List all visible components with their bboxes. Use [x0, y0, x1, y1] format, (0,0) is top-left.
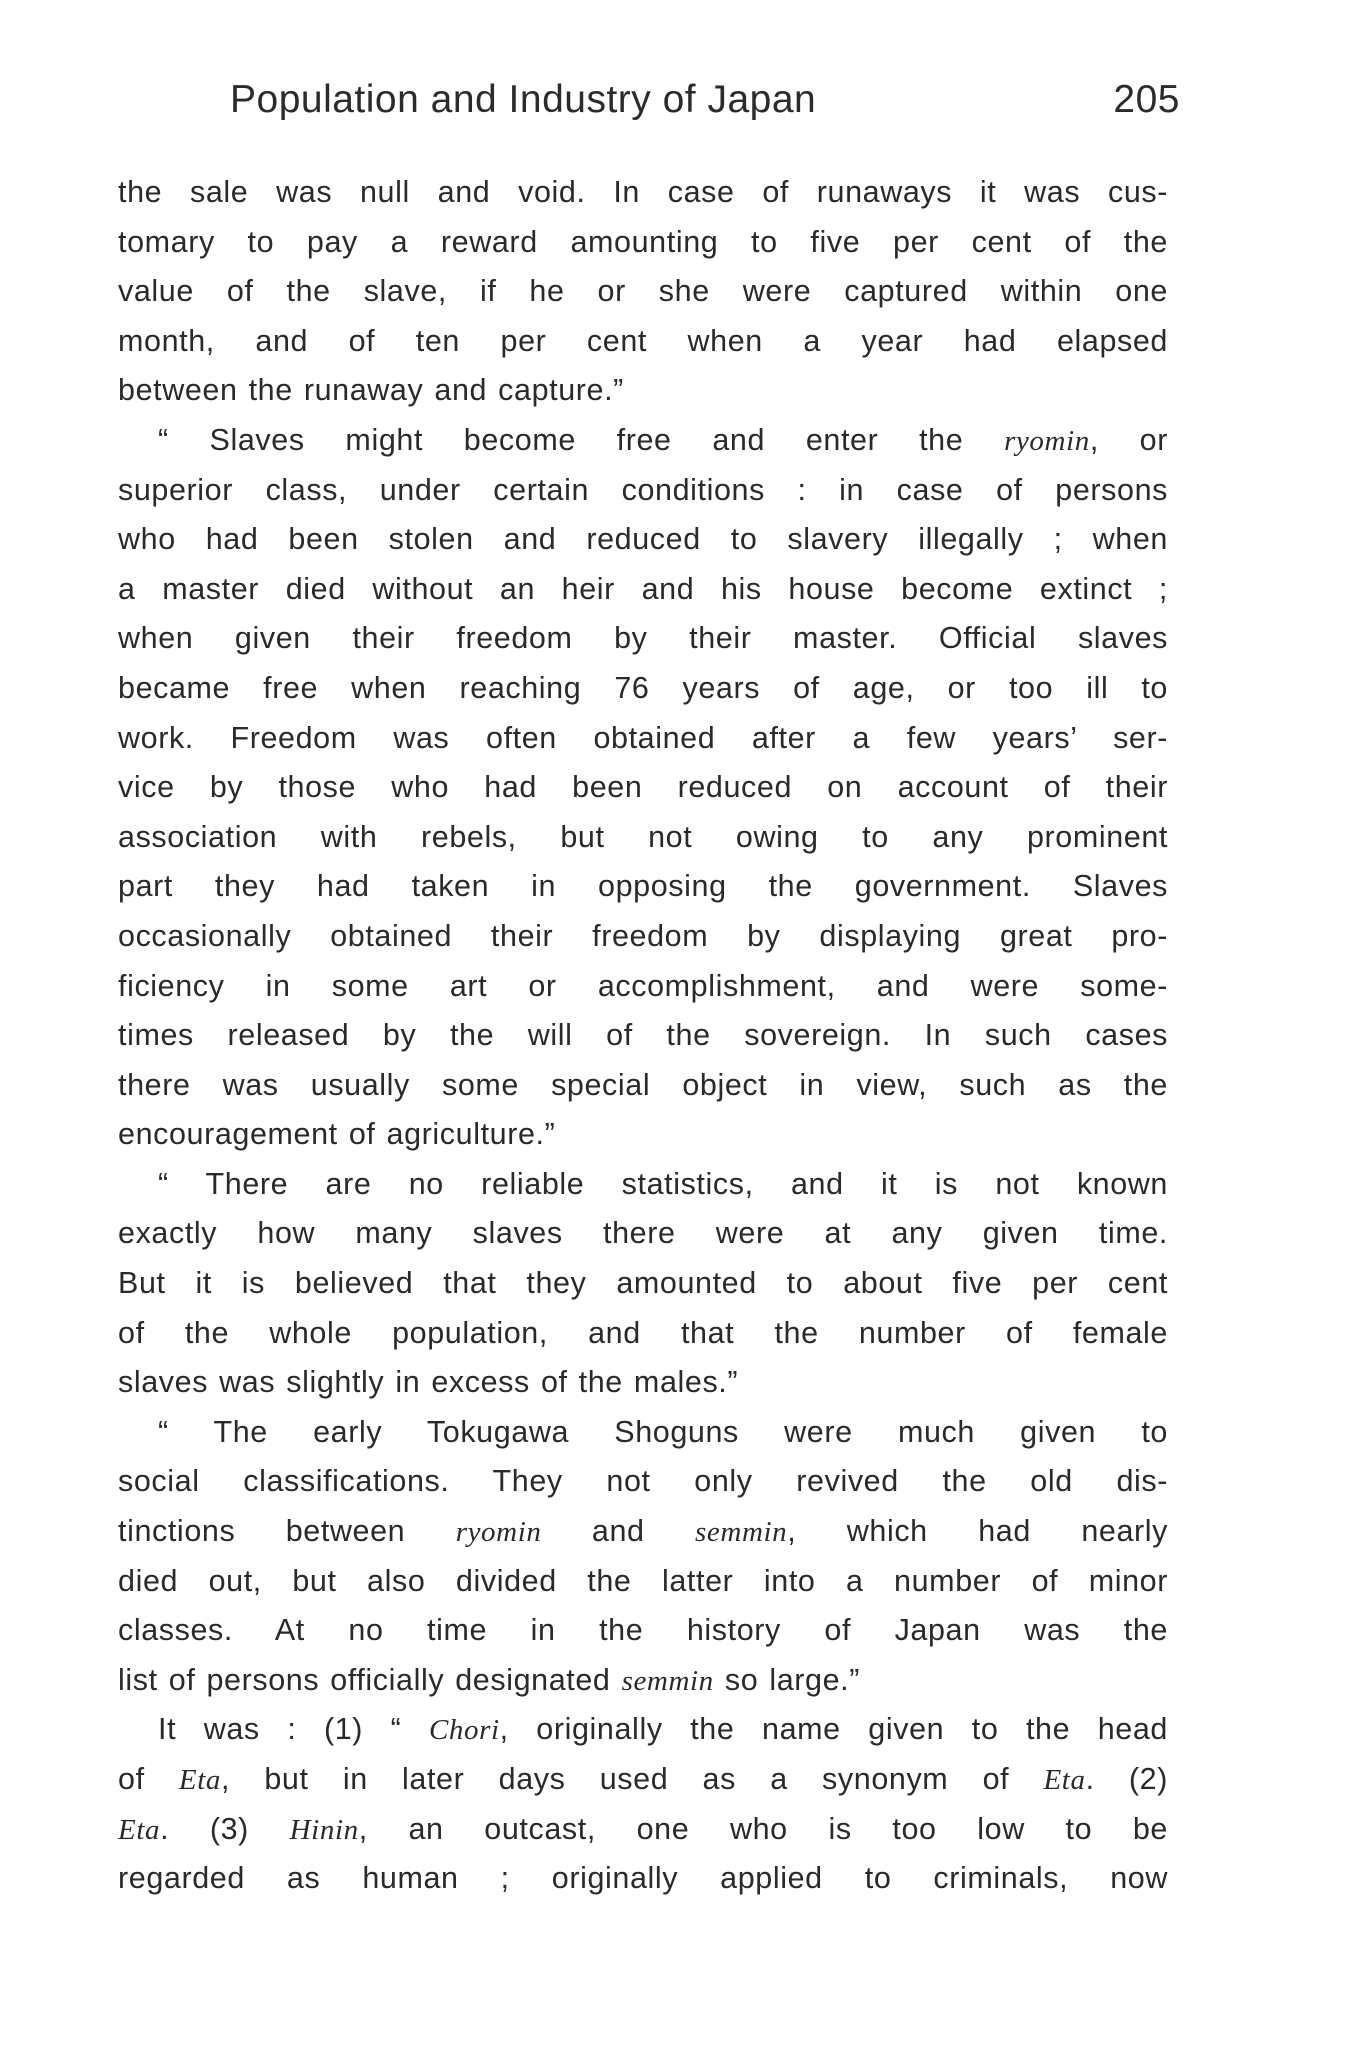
text-line: when given their freedom by their master. Official slaves [118, 621, 1168, 656]
text-line: died out, but also divided the latter into a number of minor [118, 1563, 1168, 1598]
text-line: month, and of ten per cent when a year had elapsed [118, 323, 1168, 358]
text-line: encouragement of agriculture.” [118, 1117, 556, 1152]
text-line: a master died without an heir and his house become extinct ; [118, 571, 1168, 606]
text-line: who had been stolen and reduced to slavery illegally ; when [118, 522, 1168, 557]
text-line: tomary to pay a reward amounting to five per cent of the [118, 224, 1168, 259]
text-line: work. Freedom was often obtained after a few years’ ser- [118, 720, 1168, 755]
text-line: occasionally obtained their freedom by displaying great pro- [118, 918, 1168, 953]
page-number: 205 [1113, 78, 1180, 121]
text-line: It was : (1) “ Chori, originally the name given to the head [158, 1712, 1168, 1747]
text-line: tinctions between ryomin and semmin, which had nearly [118, 1514, 1168, 1549]
text-line: Eta. (3) Hinin, an outcast, one who is too low to be [118, 1811, 1168, 1846]
text-line: vice by those who had been reduced on account of their [118, 770, 1168, 805]
running-title: Population and Industry of Japan [230, 78, 817, 121]
body-text [118, 168, 1168, 1904]
running-header [230, 78, 1180, 138]
text-line: “ Slaves might become free and enter the ryomin, or [158, 422, 1169, 457]
text-line: of Eta, but in later days used as a synonym of Eta. (2) [118, 1762, 1168, 1796]
text-line: classes. At no time in the history of Japan was the [118, 1613, 1168, 1648]
text-line: of the whole population, and that the number of female [118, 1315, 1168, 1350]
text-line: list of persons officially designated semmin so large.” [118, 1662, 860, 1697]
text-line: value of the slave, if he or she were captured within one [118, 274, 1168, 309]
text-line: part they had taken in opposing the government. Slaves [118, 869, 1168, 904]
text-line: superior class, under certain conditions : in case of persons [118, 472, 1168, 507]
text-line: slaves was slightly in excess of the males.” [118, 1365, 739, 1400]
text-line: association with rebels, but not owing to any prominent [118, 819, 1168, 854]
text-line: “ The early Tokugawa Shoguns were much given to [158, 1414, 1168, 1449]
text-line: regarded as human ; originally applied to criminals, now [118, 1861, 1168, 1896]
text-line: the sale was null and void. In case of runaways it was cus- [118, 175, 1168, 209]
text-line: times released by the will of the sovereign. In such cases [118, 1018, 1168, 1053]
text-line: exactly how many slaves there were at any given time. [118, 1216, 1168, 1251]
text-line: between the runaway and capture.” [118, 373, 624, 408]
text-line: became free when reaching 76 years of age, or too ill to [118, 670, 1168, 705]
text-line: ficiency in some art or accomplishment, and were some- [118, 968, 1168, 1003]
text-line: there was usually some special object in view, such as the [118, 1067, 1168, 1102]
text-line: But it is believed that they amounted to about five per cent [118, 1266, 1168, 1301]
text-line: “ There are no reliable statistics, and it is not known [158, 1166, 1168, 1201]
text-line: social classifications. They not only revived the old dis- [118, 1464, 1168, 1499]
